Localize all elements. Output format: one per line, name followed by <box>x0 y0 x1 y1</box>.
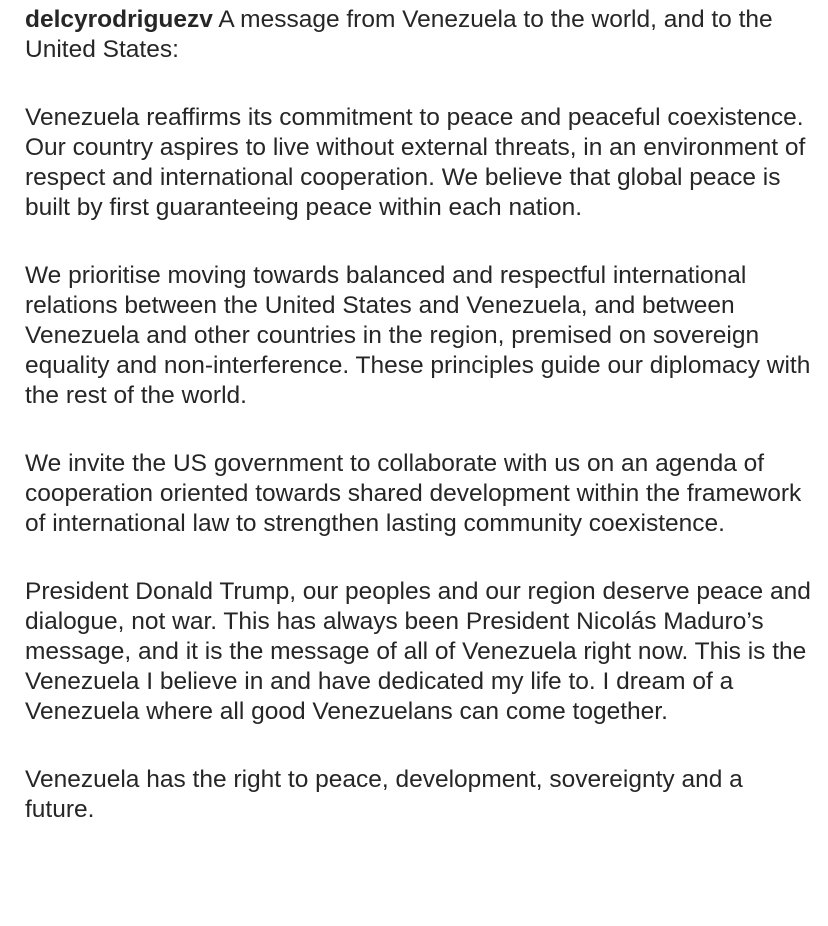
caption-intro <box>25 5 815 65</box>
caption-paragraph-3: We prioritise moving towards balanced and respectful international relations between the United States and Venezuela, and between Venezuela and other countries in the region, premised on sovereign equality and non-interference. These principles guide our diplomacy with the rest of the world. <box>25 262 811 409</box>
caption-paragraph-1: A message from Venezuela to the world, and to the United States: <box>25 6 773 63</box>
caption-paragraph-2: Venezuela reaffirms its commitment to peace and peaceful coexistence. Our country aspires to live without external threats, in an environment of respect and international cooperation. We believe that global peace is built by first guaranteeing peace within each nation. <box>25 104 806 221</box>
caption-paragraph-5: President Donald Trump, our peoples and our region deserve peace and dialogue, not war. This has always been President Nicolás Maduro’s message, and it is the message of all of Venezuela right now. This is the Venezuela I believe in and have dedicated my life to. I dream of a Venezuela where all good Venezuelans can come together. <box>25 578 811 725</box>
caption-paragraph-4: We invite the US government to collaborate with us on an agenda of cooperation oriented towards shared development within the framework of international law to strengthen lasting community coexistence. <box>25 450 802 537</box>
username-link[interactable]: delcyrodriguezv <box>25 6 213 33</box>
post-caption <box>25 5 815 863</box>
caption-paragraph-6: Venezuela has the right to peace, development, sovereignty and a future. <box>25 766 743 823</box>
